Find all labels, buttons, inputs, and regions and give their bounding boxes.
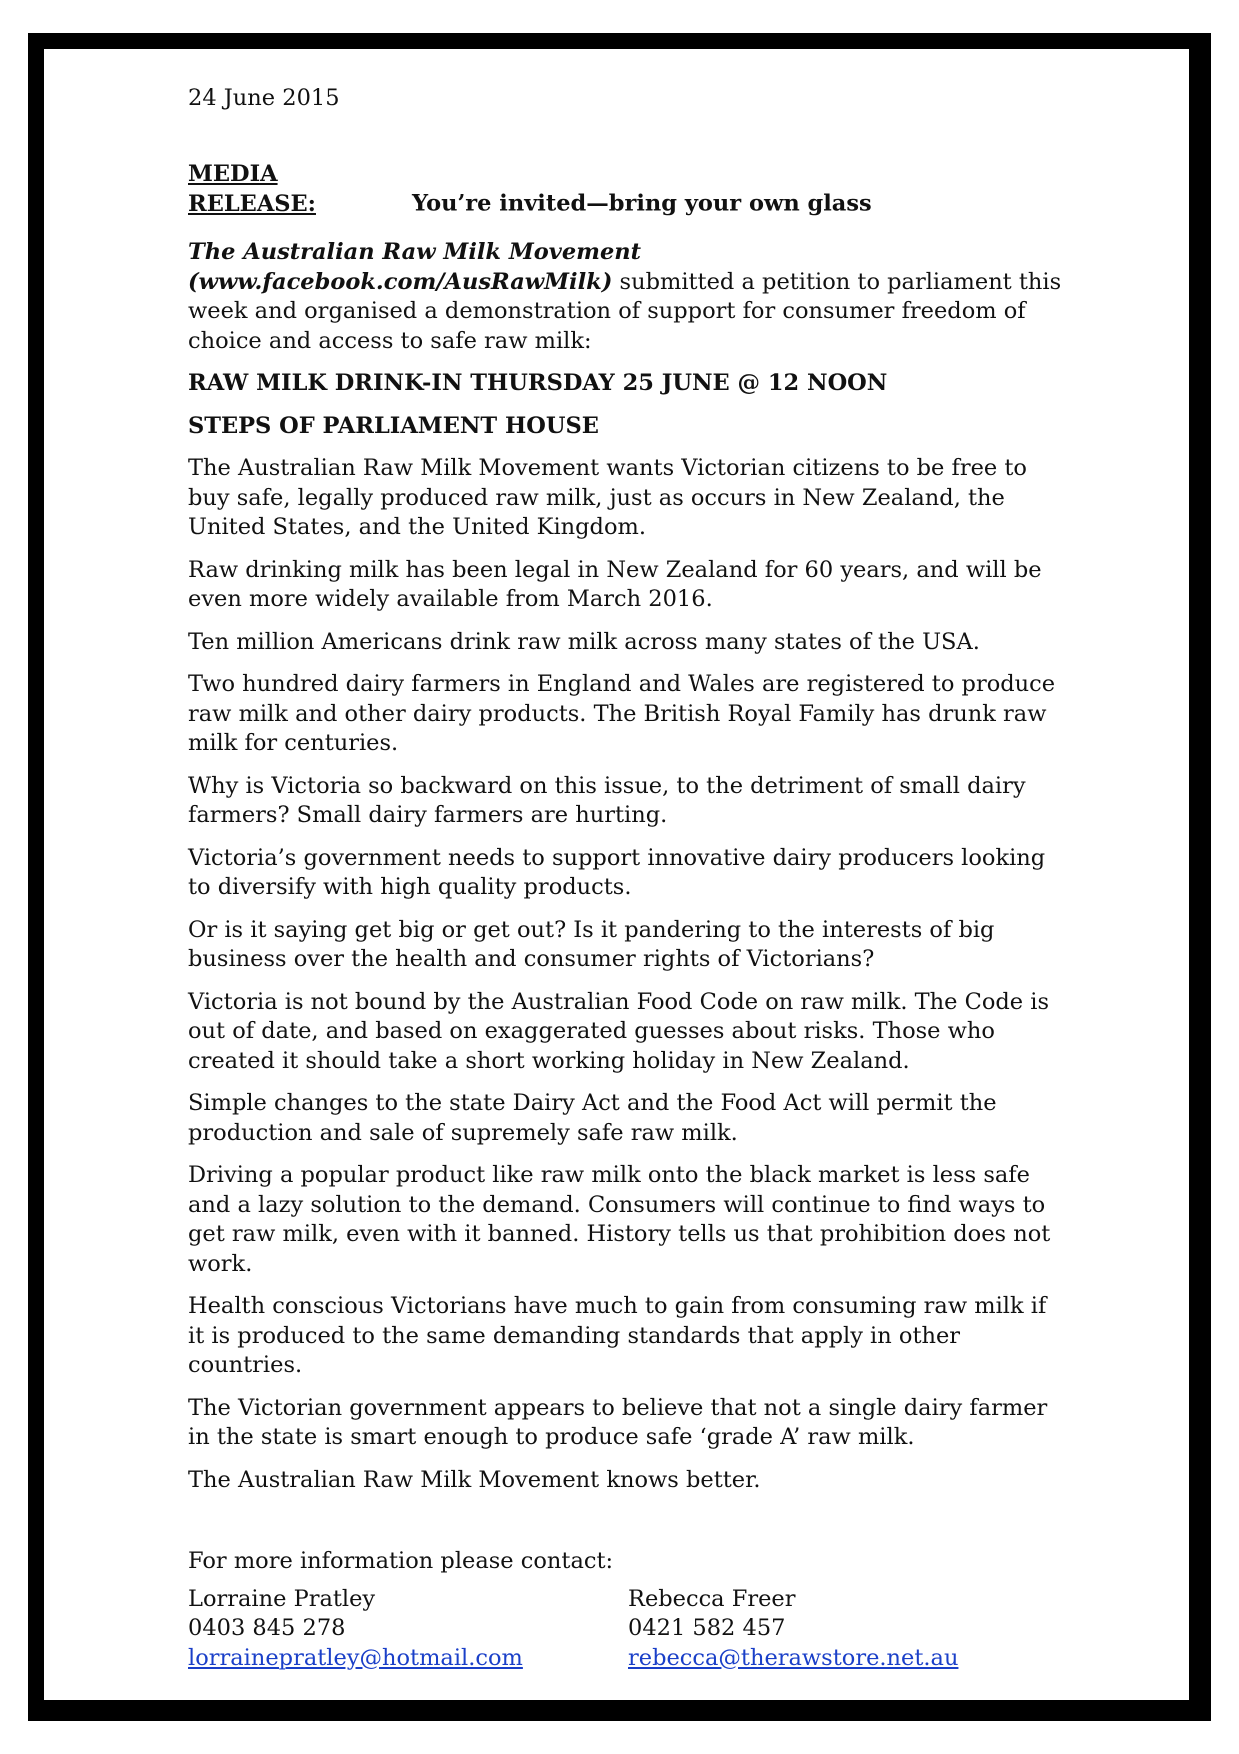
organisation-name: The Australian Raw Milk Movement (www.facebook.com/AusRawMilk) — [188, 239, 642, 295]
contact-card — [188, 1585, 628, 1674]
body-paragraph: Two hundred dairy farmers in England and Wales are registered to produce raw milk and other dairy products. The British Royal Family has drunk raw milk for centuries. — [188, 671, 1056, 756]
media-release-label: MEDIA RELEASE: — [188, 161, 316, 217]
event-time-heading: RAW MILK DRINK-IN THURSDAY 25 JUNE @ 12 NOON — [188, 370, 888, 396]
contact-email-link[interactable]: lorrainepratley@hotmail.com — [188, 1644, 523, 1671]
body-paragraph: Driving a popular product like raw milk onto the black market is less safe and a lazy solution to the demand. Consumers will continue to find ways to get raw milk, even with it banned. History tells us that prohibition does not work. — [188, 1162, 1051, 1277]
body-paragraph: Or is it saying get big or get out? Is it pandering to the interests of big business over the health and consumer rights of Victorians? — [188, 916, 995, 972]
contact-phone: 0403 845 278 — [188, 1615, 346, 1641]
contact-card — [628, 1585, 1068, 1674]
media-release-heading — [188, 160, 1068, 217]
body-paragraph: The Victorian government appears to believe that not a single dairy farmer in the state is smart enough to produce safe ‘grade A’ raw milk. — [188, 1394, 1048, 1450]
body-paragraph: Victoria is not bound by the Australian Food Code on raw milk. The Code is out of date, and based on exaggerated guesses about risks. Those who created it should take a short working holiday in New Zealand. — [188, 988, 1050, 1074]
event-location-heading: STEPS OF PARLIAMENT HOUSE — [188, 412, 599, 439]
contact-name: Lorraine Pratley — [188, 1585, 376, 1612]
intro-paragraph — [188, 238, 1068, 356]
body-paragraph: The Australian Raw Milk Movement wants Victorian citizens to be free to buy safe, legally produced raw milk, just as occurs in New Zealand, the United States, and the United Kingdom. — [188, 455, 1027, 540]
body-paragraph: The Australian Raw Milk Movement knows better. — [188, 1466, 761, 1493]
body-paragraph: Why is Victoria so backward on this issue, to the detriment of small dairy farmers? Small dairy farmers are hurting. — [188, 772, 1026, 828]
contact-name: Rebecca Freer — [628, 1585, 796, 1612]
contact-intro: For more information please contact: — [188, 1548, 614, 1574]
body-paragraph: Simple changes to the state Dairy Act and the Food Act will permit the production and sale of supremely safe raw milk. — [188, 1090, 997, 1146]
release-date: 24 June 2015 — [188, 85, 340, 111]
body-paragraph: Victoria’s government needs to support innovative dairy producers looking to diversify with high quality products. — [188, 844, 1046, 900]
media-release-title: You’re invited—bring your own glass — [412, 190, 872, 217]
body-paragraph: Ten million Americans drink raw milk across many states of the USA. — [188, 628, 980, 655]
contacts-block — [188, 1585, 1068, 1674]
media-release-document — [188, 84, 1068, 1673]
intro-text: submitted a petition to parliament this week and organised a demonstration of support for consumer freedom of choice and access to safe raw milk: — [188, 268, 1062, 354]
contact-phone: 0421 582 457 — [628, 1615, 786, 1641]
contact-email-link[interactable]: rebecca@therawstore.net.au — [628, 1644, 959, 1671]
body-paragraph: Health conscious Victorians have much to gain from consuming raw milk if it is produced to the same demanding standards that apply in other countries. — [188, 1293, 1047, 1378]
body-paragraph: Raw drinking milk has been legal in New Zealand for 60 years, and will be even more widely available from March 2016. — [188, 556, 1042, 612]
